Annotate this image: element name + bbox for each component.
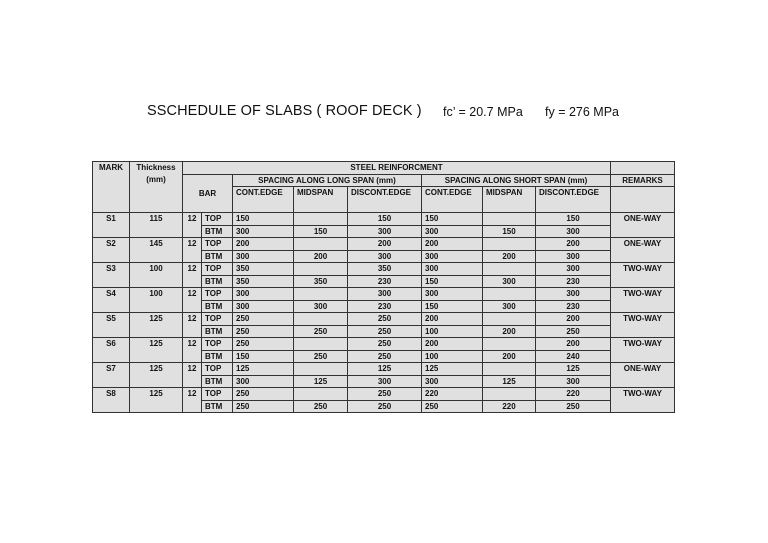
short-cont-edge: 100 [422,350,483,363]
slab-thickness: 125 [130,388,183,413]
long-midspan [294,338,348,351]
table-row [93,363,675,376]
slab-mark: S2 [93,238,130,263]
short-discont-edge: 230 [536,300,611,313]
long-midspan: 350 [294,275,348,288]
short-midspan: 200 [483,250,536,263]
long-cont-edge: 300 [233,225,294,238]
short-midspan [483,213,536,226]
bar-position: BTM [202,375,233,388]
short-midspan [483,238,536,251]
short-midspan: 200 [483,350,536,363]
short-cont-edge: 300 [422,288,483,301]
short-cont-edge: 250 [422,400,483,413]
slab-thickness: 145 [130,238,183,263]
bar-position: BTM [202,275,233,288]
slab-remarks: ONE-WAY [611,238,675,263]
short-discont-edge: 250 [536,400,611,413]
long-midspan: 125 [294,375,348,388]
slab-thickness: 115 [130,213,183,238]
long-midspan [294,363,348,376]
bar-diameter: 12 [183,213,202,238]
slab-remarks: TWO-WAY [611,338,675,363]
header-row-1 [93,162,675,175]
slab-mark: S4 [93,288,130,313]
short-cont-edge: 220 [422,388,483,401]
slab-remarks: TWO-WAY [611,288,675,313]
long-cont-edge: 300 [233,250,294,263]
short-discont-edge: 125 [536,363,611,376]
table-row [93,238,675,251]
slab-remarks: TWO-WAY [611,263,675,288]
short-midspan: 150 [483,225,536,238]
header-mark: MARK [93,162,130,213]
page-title: SSCHEDULE OF SLABS ( ROOF DECK ) [147,103,422,119]
bar-position: TOP [202,363,233,376]
short-midspan: 220 [483,400,536,413]
header-remarks: REMARKS [611,174,675,187]
long-discont-edge: 300 [348,375,422,388]
long-discont-edge: 300 [348,225,422,238]
short-cont-edge: 300 [422,375,483,388]
long-discont-edge: 250 [348,313,422,326]
short-cont-edge: 100 [422,325,483,338]
long-midspan: 300 [294,300,348,313]
long-discont-edge: 300 [348,288,422,301]
header-long-discont-edge: DISCONT.EDGE [348,187,422,213]
bar-position: TOP [202,213,233,226]
slab-mark: S8 [93,388,130,413]
long-cont-edge: 150 [233,350,294,363]
long-midspan: 250 [294,325,348,338]
slab-mark: S1 [93,213,130,238]
header-long-midspan: MIDSPAN [294,187,348,213]
bar-position: BTM [202,300,233,313]
long-cont-edge: 350 [233,263,294,276]
long-midspan [294,288,348,301]
slab-remarks: ONE-WAY [611,213,675,238]
long-discont-edge: 200 [348,238,422,251]
bar-diameter: 12 [183,288,202,313]
long-cont-edge: 250 [233,313,294,326]
header-short-span: SPACING ALONG SHORT SPAN (mm) [422,174,611,187]
header-short-discont-edge: DISCONT.EDGE [536,187,611,213]
short-midspan: 125 [483,375,536,388]
header-short-midspan: MIDSPAN [483,187,536,213]
short-midspan [483,338,536,351]
long-midspan [294,388,348,401]
short-cont-edge: 150 [422,275,483,288]
slab-thickness: 125 [130,313,183,338]
long-discont-edge: 250 [348,338,422,351]
long-cont-edge: 250 [233,325,294,338]
long-cont-edge: 250 [233,338,294,351]
bar-position: TOP [202,238,233,251]
long-discont-edge: 300 [348,250,422,263]
long-discont-edge: 350 [348,263,422,276]
long-discont-edge: 250 [348,388,422,401]
bar-diameter: 12 [183,313,202,338]
long-midspan [294,263,348,276]
short-discont-edge: 150 [536,213,611,226]
header-long-span: SPACING ALONG LONG SPAN (mm) [233,174,422,187]
short-cont-edge: 200 [422,238,483,251]
slab-mark: S3 [93,263,130,288]
long-cont-edge: 250 [233,388,294,401]
bar-position: TOP [202,338,233,351]
long-midspan [294,238,348,251]
bar-position: TOP [202,263,233,276]
short-midspan [483,288,536,301]
long-cont-edge: 250 [233,400,294,413]
bar-position: TOP [202,288,233,301]
table-row [93,338,675,351]
short-midspan [483,313,536,326]
long-cont-edge: 300 [233,288,294,301]
slab-remarks: TWO-WAY [611,388,675,413]
bar-diameter: 12 [183,238,202,263]
long-discont-edge: 230 [348,275,422,288]
short-midspan: 300 [483,275,536,288]
table-row [93,263,675,276]
short-midspan: 300 [483,300,536,313]
bar-diameter: 12 [183,363,202,388]
slab-schedule-table [92,161,675,413]
short-discont-edge: 300 [536,225,611,238]
header-blank [611,162,675,175]
long-discont-edge: 230 [348,300,422,313]
short-cont-edge: 150 [422,300,483,313]
table-row [93,388,675,401]
table-row [93,288,675,301]
long-cont-edge: 125 [233,363,294,376]
long-cont-edge: 200 [233,238,294,251]
short-cont-edge: 300 [422,225,483,238]
long-cont-edge: 300 [233,375,294,388]
long-discont-edge: 250 [348,325,422,338]
bar-diameter: 12 [183,263,202,288]
slab-thickness: 125 [130,338,183,363]
short-discont-edge: 220 [536,388,611,401]
slab-remarks: ONE-WAY [611,363,675,388]
short-cont-edge: 300 [422,250,483,263]
short-discont-edge: 300 [536,375,611,388]
bar-diameter: 12 [183,388,202,413]
short-cont-edge: 200 [422,338,483,351]
short-discont-edge: 300 [536,250,611,263]
bar-position: BTM [202,225,233,238]
long-cont-edge: 350 [233,275,294,288]
header-remarks-blank [611,187,675,213]
long-midspan: 250 [294,400,348,413]
header-long-cont-edge: CONT.EDGE [233,187,294,213]
header-short-cont-edge: CONT.EDGE [422,187,483,213]
short-discont-edge: 300 [536,263,611,276]
long-cont-edge: 150 [233,213,294,226]
long-discont-edge: 250 [348,350,422,363]
slab-thickness: 100 [130,263,183,288]
short-discont-edge: 250 [536,325,611,338]
table-row [93,213,675,226]
short-cont-edge: 125 [422,363,483,376]
slab-remarks: TWO-WAY [611,313,675,338]
header-bar: BAR [183,174,233,213]
short-midspan [483,263,536,276]
bar-position: BTM [202,325,233,338]
short-discont-edge: 240 [536,350,611,363]
header-thickness: Thickness (mm) [130,162,183,213]
long-discont-edge: 125 [348,363,422,376]
steel-yield-strength: fy = 276 MPa [545,105,619,119]
slab-mark: S6 [93,338,130,363]
header-steel-reinforcement: STEEL REINFORCMENT [183,162,611,175]
bar-diameter: 12 [183,338,202,363]
bar-position: BTM [202,250,233,263]
long-discont-edge: 150 [348,213,422,226]
long-midspan [294,313,348,326]
table-row [93,313,675,326]
short-midspan: 200 [483,325,536,338]
short-discont-edge: 200 [536,338,611,351]
title-row [0,103,768,123]
short-midspan [483,388,536,401]
long-midspan: 250 [294,350,348,363]
short-discont-edge: 200 [536,238,611,251]
slab-mark: S5 [93,313,130,338]
bar-position: TOP [202,313,233,326]
short-midspan [483,363,536,376]
long-midspan: 200 [294,250,348,263]
short-discont-edge: 300 [536,288,611,301]
slab-thickness: 100 [130,288,183,313]
bar-position: BTM [202,400,233,413]
slab-thickness: 125 [130,363,183,388]
short-cont-edge: 150 [422,213,483,226]
bar-position: BTM [202,350,233,363]
short-discont-edge: 230 [536,275,611,288]
bar-position: TOP [202,388,233,401]
long-midspan [294,213,348,226]
long-cont-edge: 300 [233,300,294,313]
long-discont-edge: 250 [348,400,422,413]
slab-mark: S7 [93,363,130,388]
long-midspan: 150 [294,225,348,238]
short-cont-edge: 300 [422,263,483,276]
short-cont-edge: 200 [422,313,483,326]
concrete-strength: fc’ = 20.7 MPa [443,105,523,119]
short-discont-edge: 200 [536,313,611,326]
